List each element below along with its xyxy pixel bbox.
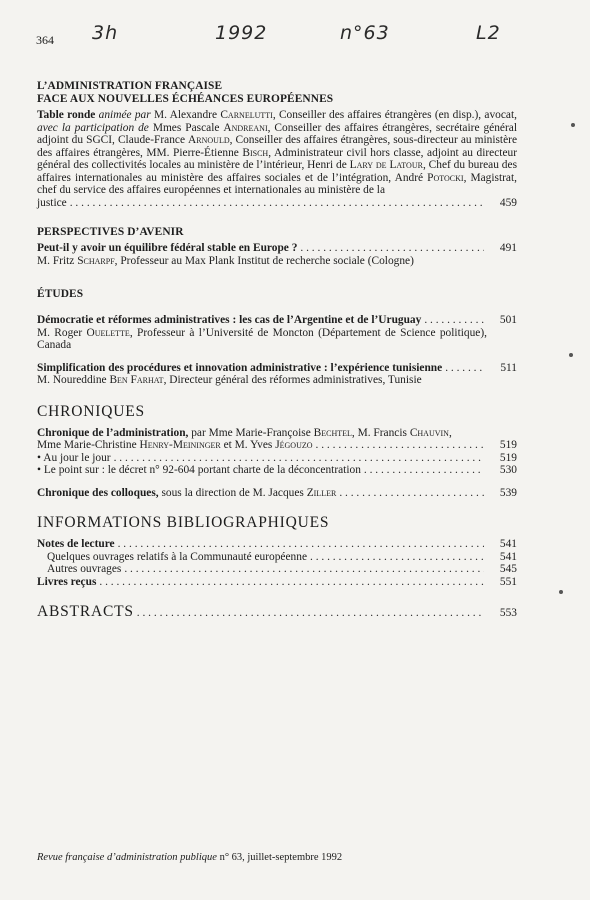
section-etudes — [37, 288, 517, 387]
leader-dots — [99, 576, 484, 589]
entry-text: Mme Marie-Christine — [37, 439, 140, 451]
section-administration-francaise — [37, 80, 517, 209]
entry-text: justice — [37, 196, 67, 209]
issue-info: n° 63, juillet-septembre 1992 — [216, 852, 343, 863]
author-name: Ouelette — [86, 326, 130, 339]
entry-text: , Chef du bureau des affaires internationales au ministère des affaires sociales et de l’intégration, André — [37, 159, 517, 184]
entry-text: , M. Francis — [351, 426, 410, 439]
toc-row — [37, 487, 517, 500]
scan-speck — [571, 123, 575, 127]
author-name: Lary de Latour — [349, 159, 423, 171]
leader-dots — [316, 439, 484, 452]
author-name: Andreani — [223, 121, 268, 134]
footer-citation — [37, 852, 342, 863]
page-ref: 530 — [499, 464, 517, 476]
page-ref: 553 — [499, 607, 517, 619]
author-name: Potocki — [427, 171, 464, 184]
bullet-text: Au jour le jour — [43, 451, 111, 464]
article-title: Chronique des colloques, — [37, 486, 159, 499]
article-title: Simplification des procédures et innovation administrative : l’expérience tunisienne — [37, 361, 443, 374]
toc-row — [37, 439, 517, 452]
scan-speck — [559, 590, 563, 594]
article-title: Chronique de l’administration, — [37, 426, 189, 439]
chronique-authors — [37, 439, 313, 452]
author-name: Bechtel — [313, 426, 352, 439]
entry-text: , Conseiller des affaires étrangères (en disp.), avocat, — [272, 109, 517, 121]
page-ref: 551 — [499, 575, 517, 588]
author-affiliation: , Professeur au Max Plank Institut de recherche sociale (Cologne) — [114, 254, 414, 267]
page-ref: 539 — [499, 486, 517, 499]
section-chroniques — [37, 403, 517, 500]
entry-text: Mmes Pascale — [148, 121, 224, 134]
page-ref: 511 — [500, 361, 517, 374]
handwritten-note-1: 3h — [92, 22, 119, 44]
article-author — [37, 374, 517, 387]
avec-label: avec la participation de — [37, 121, 149, 134]
leader-dots — [364, 464, 484, 477]
author-name: Jégouzo — [275, 439, 313, 451]
toc-row — [37, 242, 517, 255]
bullet-text: Le point sur : le décret n° 92-604 portant charte de la déconcentration — [43, 464, 361, 476]
leader-dots — [118, 538, 484, 551]
entry-text: Autres ouvrages — [47, 563, 122, 575]
section-title: ABSTRACTS — [37, 603, 134, 620]
toc-row — [37, 197, 517, 210]
page-ref: 545 — [499, 563, 517, 575]
entry-text: , — [448, 426, 452, 439]
article-title: Démocratie et réformes administratives : les cas de l’Argentine et de l’Uruguay — [37, 314, 422, 326]
section-title: PERSPECTIVES D’AVENIR — [37, 226, 184, 238]
section-title: INFORMATIONS BIBLIOGRAPHIQUES — [37, 514, 330, 531]
entry-text: , Conseiller des affaires étrangères, secrétaire général adjoint du SGCI, Claude-France — [37, 121, 517, 146]
entry-text: par Mme Marie-Françoise — [188, 426, 314, 439]
article-title: Livres reçus — [37, 575, 97, 588]
page-ref: 541 — [499, 538, 517, 550]
leader-dots — [424, 314, 484, 327]
author-name: Arnould — [188, 134, 230, 146]
page-ref: 459 — [499, 196, 517, 209]
table-ronde-label: Table ronde — [37, 109, 96, 121]
entry-text: M. Alexandre — [150, 109, 221, 121]
section-title: CHRONIQUES — [37, 402, 145, 420]
bullet-item: • Au jour le jour — [37, 451, 111, 464]
author-affiliation: , Professeur à l’Université de Moncton (Département de Science politique), Canada — [37, 326, 487, 351]
article-author — [37, 255, 517, 268]
toc-row — [37, 563, 517, 576]
entry-text: Quelques ouvrages relatifs à la Communauté européenne — [47, 550, 307, 563]
author-name: Bisch — [242, 146, 269, 159]
leader-dots — [300, 242, 484, 255]
section-perspectives — [37, 226, 517, 267]
author-affiliation: , Directeur général des réformes administratives, Tunisie — [163, 374, 422, 386]
page-ref: 519 — [499, 439, 517, 451]
author-prefix: M. Fritz — [37, 254, 78, 267]
author-name: Carnelutti — [220, 109, 273, 121]
handwritten-note-4: L2 — [476, 22, 501, 44]
entry-text: sous la direction de M. Jacques — [158, 486, 307, 499]
leader-dots — [137, 607, 484, 620]
article-author — [37, 327, 517, 352]
section-title-line-2: FACE AUX NOUVELLES ÉCHÉANCES EUROPÉENNES — [37, 93, 334, 105]
bullet-item: • Le point sur : le décret n° 92-604 portant charte de la déconcentration — [37, 464, 361, 476]
page-ref: 519 — [499, 451, 517, 464]
page-number: 364 — [36, 33, 54, 47]
journal-name: Revue française d’administration publique — [37, 852, 217, 863]
author-name: Henry-Meininger — [139, 439, 221, 451]
toc-row — [37, 576, 517, 589]
section-title-line-1: L’ADMINISTRATION FRANÇAISE — [37, 80, 223, 92]
section-abstracts — [37, 603, 517, 621]
entry-text: , Administrateur civil hors classe, adjoint au directeur général des collectivités locales au ministère de l’intérieur, Henri de — [37, 146, 517, 171]
author-prefix: M. Roger — [37, 326, 87, 339]
toc-row — [37, 603, 517, 621]
page-ref: 491 — [499, 242, 517, 254]
author-name: Ben Farhat — [109, 374, 164, 386]
toc-row — [37, 464, 517, 477]
entry-text: , Conseiller des affaires étrangères, sous-directeur au ministère des affaires étrangères, MM. Pierre-Étienne — [37, 134, 517, 159]
page-ref: 541 — [499, 550, 517, 563]
toc-row — [37, 551, 517, 564]
leader-dots — [339, 487, 484, 500]
table-of-contents — [37, 80, 517, 621]
leader-dots — [70, 197, 484, 210]
author-prefix: M. Noureddine — [37, 374, 110, 386]
toc-row — [37, 362, 517, 375]
animee-par: animée par — [98, 109, 151, 121]
article-title: Peut-il y avoir un équilibre fédéral stable en Europe ? — [37, 242, 298, 254]
article-title: Notes de lecture — [37, 538, 115, 550]
toc-row — [37, 314, 517, 327]
leader-dots — [310, 551, 484, 564]
entry-text: , Magistrat, chef du service des affaires européennes et internationales au ministère de la — [37, 171, 517, 196]
author-name: Chauvin — [409, 426, 449, 439]
leader-dots — [124, 563, 484, 576]
toc-row — [37, 538, 517, 551]
author-name: Ziller — [306, 486, 337, 499]
entry-text: et M. Yves — [220, 439, 276, 451]
handwritten-note-3: n°63 — [340, 22, 390, 44]
leader-dots — [114, 452, 484, 465]
scan-speck — [569, 353, 573, 357]
page-ref: 501 — [499, 314, 517, 326]
table-ronde-entry — [37, 109, 517, 197]
toc-row — [37, 452, 517, 465]
section-title: ÉTUDES — [37, 288, 84, 300]
handwritten-note-2: 1992 — [215, 22, 268, 44]
colloques-entry — [37, 487, 336, 500]
leader-dots — [445, 362, 484, 375]
section-informations — [37, 514, 517, 588]
chronique-entry — [37, 427, 517, 440]
author-name: Scharpf — [77, 254, 115, 267]
